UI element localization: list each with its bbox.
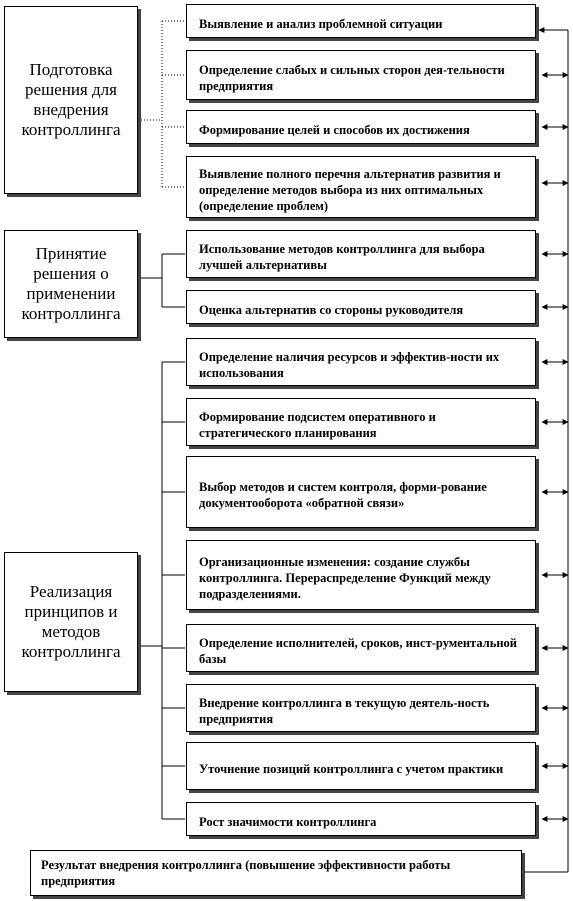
- step-label: Внедрение контроллинга в текущую деятель-ность предприятия: [199, 696, 490, 726]
- group-decision: [4, 230, 138, 338]
- step-management-evaluation: [186, 290, 536, 324]
- result-box: [30, 850, 522, 896]
- group-preparation: [4, 6, 138, 194]
- step-control-methods: [186, 456, 536, 528]
- step-label: Определение наличия ресурсов и эффектив-ности их использования: [199, 350, 500, 380]
- step-label: Определение исполнителей, сроков, инст-рументальной базы: [199, 636, 517, 666]
- group-preparation-title: Подготовка решения для внедрения контроллинга: [21, 60, 121, 139]
- step-growth: [186, 802, 536, 836]
- step-label: Выбор методов и систем контроля, форми-рование документооборота «обратной связи»: [199, 480, 487, 510]
- step-label: Выявление и анализ проблемной ситуации: [199, 17, 443, 31]
- group-implementation: [4, 552, 138, 692]
- step-controlling-methods: [186, 230, 536, 278]
- step-alternatives: [186, 156, 536, 218]
- step-problem-analysis: [186, 4, 536, 38]
- step-label: Организационные изменения: создание службы контроллинга. Перераспределение Функций между подразделениями.: [199, 555, 491, 601]
- step-implementation: [186, 684, 536, 732]
- result-label: Результат внедрения контроллинга (повышение эффективности работы предприятия: [41, 858, 451, 888]
- step-strengths-weaknesses: [186, 50, 536, 100]
- step-label: Формирование целей и способов их достижения: [199, 123, 470, 137]
- group-decision-title: Принятие решения о применении контроллинга: [21, 244, 121, 323]
- step-label: Формирование подсистем оперативного и стратегического планирования: [199, 410, 436, 440]
- step-label: Оценка альтернатив со стороны руководителя: [199, 303, 464, 317]
- step-label: Рост значимости контроллинга: [199, 815, 377, 829]
- step-refinement: [186, 742, 536, 790]
- step-label: Использование методов контроллинга для выбора лучшей альтернативы: [199, 242, 485, 272]
- step-label: Уточнение позиций контроллинга с учетом практики: [199, 762, 504, 776]
- step-planning-subsystems: [186, 398, 536, 446]
- step-goal-setting: [186, 110, 536, 144]
- step-org-changes: [186, 540, 536, 610]
- step-resources: [186, 338, 536, 386]
- step-label: Выявление полного перечня альтернатив развития и определение методов выбора из них оптимальных (определение проблем): [199, 167, 501, 213]
- step-label: Определение слабых и сильных сторон дея-тельности предприятия: [199, 63, 505, 93]
- group-implementation-title: Реализация принципов и методов контроллинга: [21, 582, 121, 661]
- step-executors: [186, 624, 536, 672]
